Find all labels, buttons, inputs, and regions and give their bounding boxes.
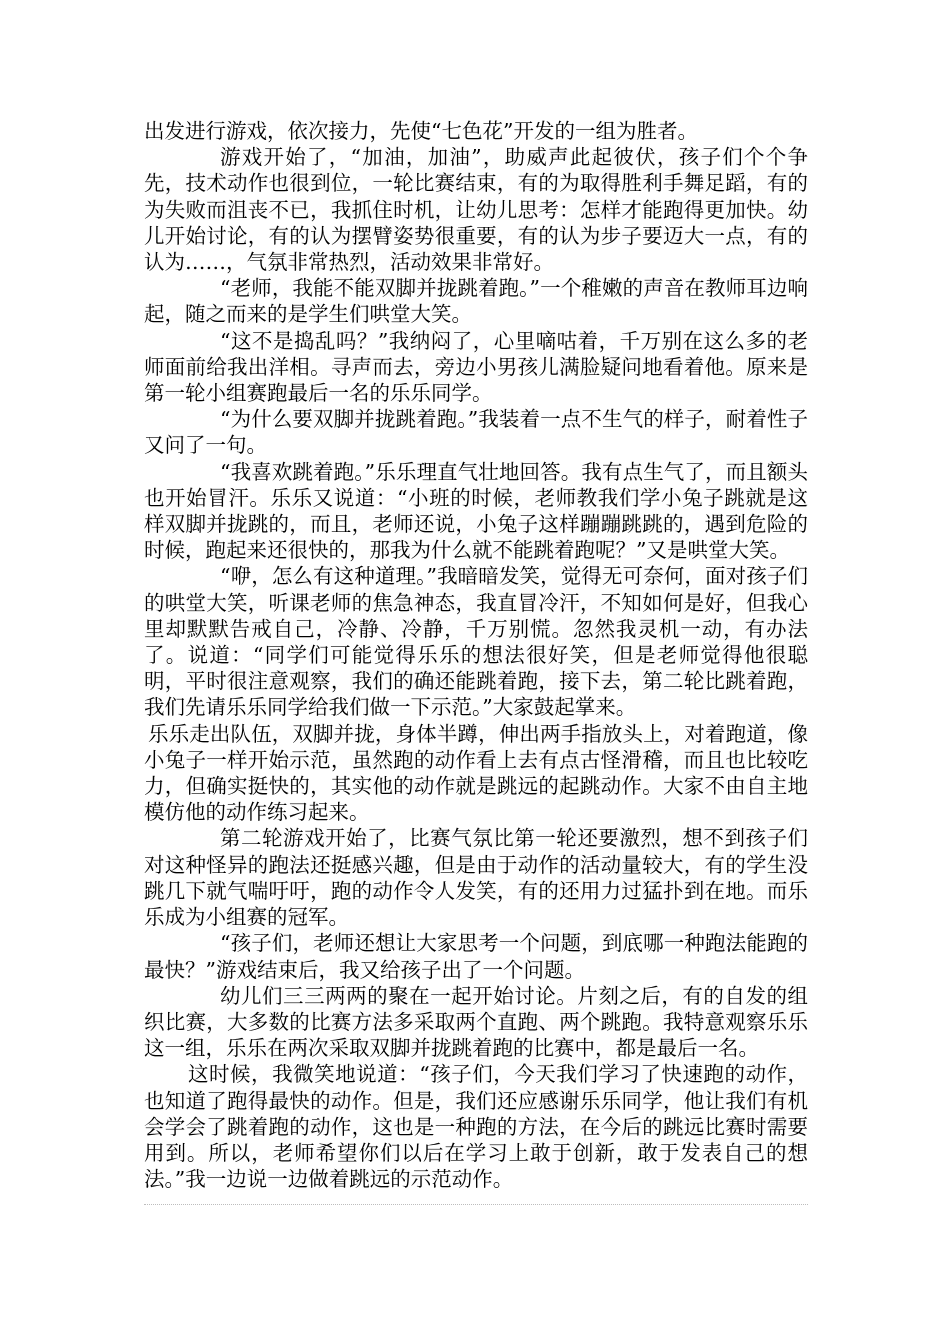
paragraph: 幼儿们三三两两的聚在一起开始讨论。片刻之后，有的自发的组织比赛，大多数的比赛方法多采取两个直跑、两个跳跑。我特意观察乐乐这一组，乐乐在两次采取双脚并拢跳着跑的比赛中，都是最后一名。 <box>144 983 808 1061</box>
paragraph: 第二轮游戏开始了，比赛气氛比第一轮还要激烈，想不到孩子们对这种怪异的跑法还挺感兴趣，但是由于动作的活动量较大，有的学生没跳几下就气喘吁吁，跑的动作令人发笑，有的还用力过猛扑到在地。而乐乐成为小组赛的冠军。 <box>144 826 808 930</box>
paragraph: “这不是捣乱吗？”我纳闷了，心里嘀咕着，千万别在这么多的老师面前给我出洋相。寻声而去，旁边小男孩儿满脸疑问地看着他。原来是第一轮小组赛跑最后一名的乐乐同学。 <box>144 328 808 406</box>
paragraph: 乐乐走出队伍，双脚并拢，身体半蹲，伸出两手指放头上，对着跑道，像小兔子一样开始示范，虽然跑的动作看上去有点古怪滑稽，而且也比较吃力，但确实挺快的，其实他的动作就是跳远的起跳动作。大家不由自主地模仿他的动作练习起来。 <box>144 721 808 825</box>
paragraph: “咿，怎么有这种道理。”我暗暗发笑，觉得无可奈何，面对孩子们的哄堂大笑，听课老师的焦急神态，我直冒冷汗，不知如何是好，但我心里却默默告戒自己，冷静、冷静，千万别慌。忽然我灵机一动，有办法了。说道：“同学们可能觉得乐乐的想法很好笑，但是老师觉得他很聪明，平时很注意观察，我们的确还能跳着跑，接下去，第二轮比跳着跑，我们先请乐乐同学给我们做一下示范。”大家鼓起掌来。 <box>144 564 808 720</box>
paragraph: “孩子们，老师还想让大家思考一个问题，到底哪一种跑法能跑的最快？”游戏结束后，我又给孩子出了一个问题。 <box>144 931 808 982</box>
document-body <box>144 118 808 1192</box>
page-divider <box>144 1204 808 1205</box>
paragraph: 出发进行游戏，依次接力，先使“七色花”开发的一组为胜者。 <box>144 119 698 143</box>
paragraph: “我喜欢跳着跑。”乐乐理直气壮地回答。我有点生气了，而且额头也开始冒汗。乐乐又说道：“小班的时候，老师教我们学小兔子跳就是这样双脚并拢跳的，而且，老师还说，小兔子这样蹦蹦跳跳的，遇到危险的时候，跑起来还很快的，那我为什么就不能跳着跑呢？”又是哄堂大笑。 <box>144 459 808 563</box>
paragraph: “为什么要双脚并拢跳着跑。”我装着一点不生气的样子，耐着性子又问了一句。 <box>144 407 808 458</box>
paragraph: 这时候，我微笑地说道：“孩子们，今天我们学习了快速跑的动作，也知道了跑得最快的动作。但是，我们还应感谢乐乐同学，他让我们有机会学会了跳着跑的动作，这也是一种跑的方法，在今后的跳远比赛时需要用到。所以，老师希望你们以后在学习上敢于创新，敢于发表自己的想法。”我一边说一边做着跳远的示范动作。 <box>144 1062 808 1192</box>
paragraph: 游戏开始了，“加油，加油”，助威声此起彼伏，孩子们个个争先，技术动作也很到位，一轮比赛结束，有的为取得胜利手舞足蹈，有的为失败而沮丧不已，我抓住时机，让幼儿思考：怎样才能跑得更加快。幼儿开始讨论，有的认为摆臂姿势很重要，有的认为步子要迈大一点，有的认为……，气氛非常热烈，活动效果非常好。 <box>144 145 808 275</box>
paragraph: “老师，我能不能双脚并拢跳着跑。”一个稚嫩的声音在教师耳边响起，随之而来的是学生们哄堂大笑。 <box>144 276 808 327</box>
